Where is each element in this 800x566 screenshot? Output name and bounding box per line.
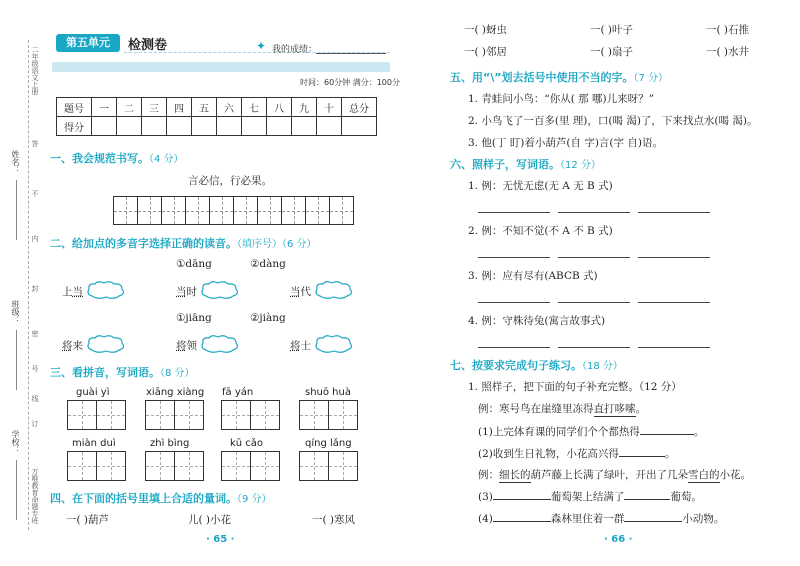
fill-sentence[interactable]: (1)上完体育课的同学们个个都热得 。: [478, 426, 705, 438]
writing-cell[interactable]: [67, 400, 97, 430]
word-item: 将领: [176, 340, 197, 352]
answer-cloud[interactable]: [200, 334, 240, 354]
time-info: 时间：60分钟 满分：100分: [300, 78, 400, 87]
answer-blank[interactable]: [638, 257, 710, 258]
word-item: 上当: [62, 286, 83, 298]
name-line: [16, 180, 17, 240]
score-cell[interactable]: [142, 117, 167, 136]
answer-blank[interactable]: [478, 257, 550, 258]
table-cell: 三: [142, 98, 167, 117]
section-7-title: 七、按要求完成句子练习。（18 分）: [450, 359, 623, 372]
score-label: 我的成绩：: [272, 45, 318, 55]
writing-cell[interactable]: [299, 400, 329, 430]
measure-word-item[interactable]: 一( )叶子: [590, 24, 634, 36]
writing-grid[interactable]: [300, 451, 358, 481]
writing-cell[interactable]: [329, 196, 354, 225]
strip-char: 封: [31, 285, 39, 292]
section-5-title: 五、用“\”划去括号中使用不当的字。（7 分）: [450, 71, 669, 84]
fill-sentence[interactable]: (4) 森林里住着一群 小动物。: [478, 513, 725, 525]
score-cell[interactable]: [267, 117, 292, 136]
table-cell: 九: [292, 98, 317, 117]
table-row: [57, 98, 377, 117]
page-title: 检测卷: [128, 38, 168, 53]
writing-cell[interactable]: [145, 400, 175, 430]
header-band: [52, 62, 390, 72]
writing-cell[interactable]: [328, 400, 358, 430]
writing-cell[interactable]: [221, 451, 251, 481]
answer-blank[interactable]: [558, 257, 630, 258]
strip-char: 号: [31, 365, 39, 372]
pinyin-label: guài yì: [76, 387, 110, 398]
table-row: [57, 117, 377, 136]
writing-grid[interactable]: [68, 451, 126, 481]
question-item: 3. 例：应有尽有(ABCB 式): [468, 270, 598, 282]
table-cell: 八: [267, 98, 292, 117]
answer-blank[interactable]: [638, 302, 710, 303]
answer-blank[interactable]: [478, 347, 550, 348]
question-item[interactable]: 2. 小鸟飞了一百多(里 理)，口(喝 渴)了，下来找点水(喝 渴)。: [468, 115, 758, 127]
answer-blank[interactable]: [558, 212, 630, 213]
score-cell[interactable]: [317, 117, 342, 136]
pinyin-label: xiāng xiàng: [146, 387, 205, 398]
pinyin-label: shuō huà: [305, 387, 351, 398]
writing-cell[interactable]: [96, 400, 126, 430]
section-4-title: 四、在下面的括号里填上合适的量词。（9 分）: [50, 492, 272, 505]
measure-word-item[interactable]: 一( )扇子: [590, 46, 634, 58]
table-cell: 得分: [57, 117, 92, 136]
section-1-title: 一、我会规范书写。（4 分）: [50, 152, 184, 165]
section-2-title: 二、给加点的多音字选择正确的读音。（填序号）（6 分）: [50, 237, 317, 250]
fill-sentence[interactable]: (2)收到生日礼物，小花高兴得 。: [478, 448, 676, 460]
writing-cell[interactable]: [174, 400, 204, 430]
strip-char: 密: [31, 330, 39, 337]
answer-cloud[interactable]: [200, 280, 240, 300]
table-cell: 四: [167, 98, 192, 117]
writing-grid[interactable]: [222, 451, 280, 481]
strip-char: 内: [31, 235, 39, 242]
writing-cell[interactable]: [174, 451, 204, 481]
writing-grid[interactable]: [146, 400, 204, 430]
question-item[interactable]: 3. 他(丁 盯)着小葫芦(自 字)言(字 自)语。: [468, 137, 663, 149]
writing-cell[interactable]: [221, 400, 251, 430]
unit-badge: 第五单元: [56, 34, 120, 52]
score-cell[interactable]: [117, 117, 142, 136]
writing-cell[interactable]: [233, 196, 258, 225]
writing-cell[interactable]: [328, 451, 358, 481]
score-table: [56, 97, 377, 136]
measure-word-item[interactable]: 一( )葫芦: [66, 514, 110, 526]
score-cell[interactable]: [217, 117, 242, 136]
copy-phrase: 言必信，行必果。: [188, 175, 272, 187]
table-cell: 五: [192, 98, 217, 117]
pinyin-option: ①jiāng: [176, 312, 212, 324]
writing-cell[interactable]: [281, 196, 306, 225]
table-cell: 题号: [57, 98, 92, 117]
strip-char: 答: [31, 140, 39, 147]
writing-cell[interactable]: [185, 196, 210, 225]
answer-blank[interactable]: [558, 347, 630, 348]
school-label: 学校：: [11, 430, 20, 454]
cut-line: [28, 40, 29, 530]
word-item: 当代: [290, 286, 311, 298]
question-item: 1. 照样子，把下面的句子补充完整。（12 分）: [468, 381, 682, 393]
answer-blank[interactable]: [478, 302, 550, 303]
writing-cell[interactable]: [209, 196, 234, 225]
pinyin-label: kū cǎo: [230, 438, 264, 449]
writing-cell[interactable]: [299, 451, 329, 481]
measure-word-item[interactable]: 儿( )小花: [188, 514, 232, 526]
answer-cloud[interactable]: [314, 334, 354, 354]
strip-grade: 二年级语文上册: [31, 46, 39, 95]
table-cell: 六: [217, 98, 242, 117]
measure-word-item[interactable]: 一( )蚜虫: [464, 24, 508, 36]
strip-char: 不: [31, 190, 39, 197]
score-line: [316, 53, 386, 54]
pinyin-option: ②dàng: [250, 258, 286, 270]
writing-cell[interactable]: [257, 196, 282, 225]
section-6-title: 六、照样子，写词语。（12 分）: [450, 158, 601, 171]
word-item: 将士: [290, 340, 311, 352]
puzzle-icon: ✦: [256, 39, 267, 53]
answer-blank[interactable]: [638, 347, 710, 348]
writing-grid[interactable]: [146, 451, 204, 481]
answer-cloud[interactable]: [86, 280, 126, 300]
section-3-title: 三、看拼音，写词语。（8 分）: [50, 366, 195, 379]
measure-word-item[interactable]: 一( )水井: [706, 46, 750, 58]
pinyin-label: qíng lǎng: [305, 438, 352, 449]
writing-grid[interactable]: [222, 400, 280, 430]
measure-word-item[interactable]: 一( )邻居: [464, 46, 508, 58]
table-cell: 一: [92, 98, 117, 117]
writing-cell[interactable]: [145, 451, 175, 481]
pinyin-option: ②jiàng: [250, 312, 286, 324]
page-number: · 66 ·: [604, 534, 633, 545]
strip-bottom: 万唯教育命题专班: [31, 468, 39, 524]
measure-word-item[interactable]: 一( )石推: [706, 24, 750, 36]
table-cell: 二: [117, 98, 142, 117]
example-sentence: 例：寒号鸟在崖缝里冻得直打哆嗦。: [478, 403, 646, 415]
score-cell[interactable]: [192, 117, 217, 136]
writing-grid[interactable]: [68, 400, 126, 430]
score-cell[interactable]: [242, 117, 267, 136]
class-label: 班级：: [11, 300, 20, 324]
measure-word-item[interactable]: 一( )寒风: [312, 514, 356, 526]
strip-char: 订: [31, 420, 39, 427]
binding-margin: [0, 0, 42, 566]
school-line: [16, 460, 17, 520]
class-line: [16, 330, 17, 390]
page-number: · 65 ·: [206, 534, 235, 545]
example-sentence: 例：细长的葫芦藤上长满了绿叶，开出了几朵雪白的小花。: [478, 469, 751, 481]
writing-cell[interactable]: [113, 196, 138, 225]
question-item: 1. 例：无忧无虑(无 A 无 B 式): [468, 180, 613, 192]
score-cell[interactable]: [342, 117, 377, 136]
writing-cell[interactable]: [250, 451, 280, 481]
score-cell[interactable]: [167, 117, 192, 136]
writing-cell[interactable]: [161, 196, 186, 225]
answer-cloud[interactable]: [86, 334, 126, 354]
word-item: 将来: [62, 340, 83, 352]
question-item: 4. 例：守株待兔(寓言故事式): [468, 315, 606, 327]
writing-cell[interactable]: [67, 451, 97, 481]
writing-grid[interactable]: [114, 196, 354, 225]
score-cell[interactable]: [92, 117, 117, 136]
table-cell: 十: [317, 98, 342, 117]
writing-cell[interactable]: [96, 451, 126, 481]
name-label: 姓名：: [11, 150, 20, 174]
fill-sentence[interactable]: (3) 葡萄架上结满了 葡萄。: [478, 491, 702, 503]
answer-blank[interactable]: [478, 212, 550, 213]
word-item: 当时: [176, 286, 197, 298]
pinyin-label: miàn duì: [72, 438, 116, 449]
pinyin-label: zhì bìng: [150, 438, 190, 449]
question-item: 2. 例：不知不觉(不 A 不 B 式): [468, 225, 613, 237]
answer-blank[interactable]: [558, 302, 630, 303]
question-item[interactable]: 1. 青蛙问小鸟：“你从( 那 哪)儿来呀？”: [468, 93, 654, 105]
writing-cell[interactable]: [137, 196, 162, 225]
table-cell: 七: [242, 98, 267, 117]
strip-char: 线: [31, 395, 39, 402]
writing-cell[interactable]: [305, 196, 330, 225]
writing-grid[interactable]: [300, 400, 358, 430]
writing-cell[interactable]: [250, 400, 280, 430]
table-cell: 总分: [342, 98, 377, 117]
answer-cloud[interactable]: [314, 280, 354, 300]
pinyin-label: fā yán: [222, 387, 254, 398]
score-cell[interactable]: [292, 117, 317, 136]
pinyin-option: ①dāng: [176, 258, 212, 270]
answer-blank[interactable]: [638, 212, 710, 213]
